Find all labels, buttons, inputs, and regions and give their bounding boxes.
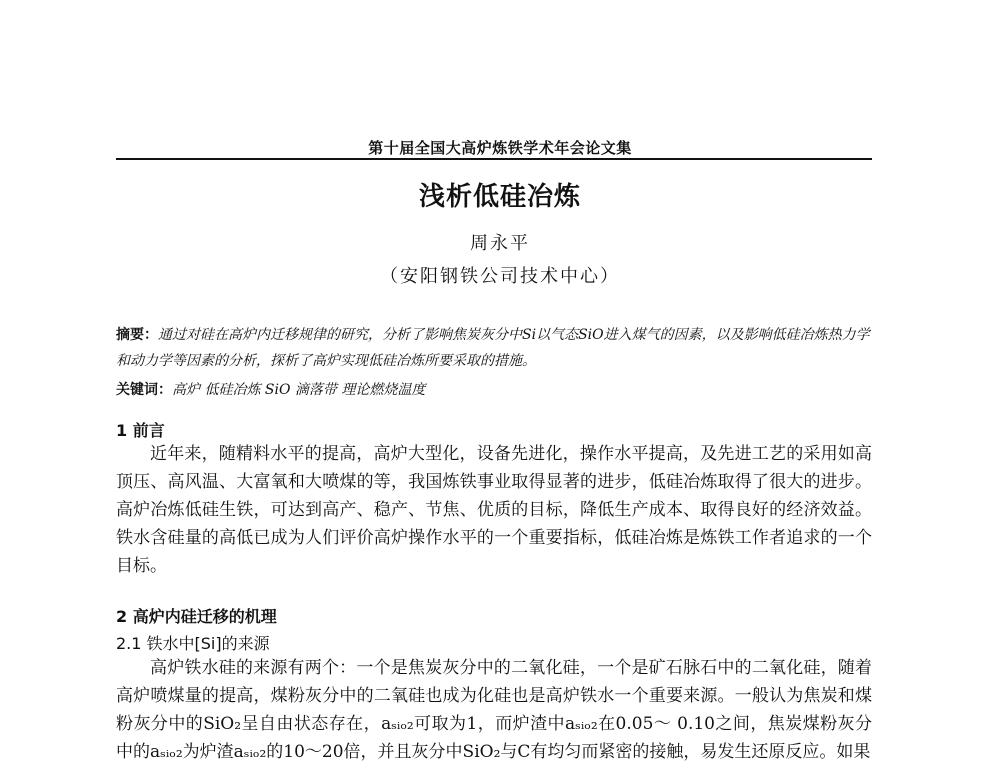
keywords [116,377,872,403]
si-source-paragraph: 高炉铁水硅的来源有两个：一个是焦炭灰分中的二氧化硅，一个是矿石脉石中的二氧化硅，随着高炉喷煤量的提高，煤粉灰分中的二氧硅也成为化硅也是高炉铁水一个重要来源。一般认为焦炭和煤粉灰分中的SiO₂呈自由状态存在，aₛᵢₒ₂可取为1，而炉渣中aₛᵢₒ₂在0.05～ 0.10之间，焦炭煤粉灰分中的aₛᵢₒ₂为炉渣aₛᵢₒ₂的10～20倍，并且灰分中SiO₂与C有均匀而紧密的接触，易发生还原反应。如果 [116,658,872,762]
author-name: 周永平 [470,233,530,254]
paper-title: 浅析低硅冶炼 [418,182,581,212]
section-heading-introduction: 1 前言 [116,421,165,440]
keywords-label: 关键词： [116,382,172,398]
author-affiliation: （安阳钢铁公司技术中心） [380,266,620,287]
abstract [116,322,872,374]
abstract-text: 通过对硅在高炉内迁移规律的研究，分析了影响焦炭灰分中Si以气态SiO进入煤气的因素，以及影响低硅冶炼热力学和动力学等因素的分析，探析了高炉实现低硅冶炼所要采取的措施。 [116,327,870,369]
section-heading-mechanism: 2 高炉内硅迁移的机理 [116,607,277,626]
header-rule [116,158,872,160]
running-header: 第十届全国大高炉炼铁学术年会论文集 [368,139,632,157]
subsection-heading-si-source: 2.1 铁水中[Si]的来源 [116,634,270,653]
abstract-label: 摘要： [116,327,158,343]
introduction-paragraph: 近年来，随精料水平的提高，高炉大型化，设备先进化，操作水平提高，及先进工艺的采用如高顶压、高风温、大富氧和大喷煤的等，我国炼铁事业取得显著的进步，低硅冶炼取得了很大的进步。高炉冶炼低硅生铁，可达到高产、稳产、节焦、优质的目标，降低生产成本、取得良好的经济效益。铁水含硅量的高低已成为人们评价高炉操作水平的一个重要指标，低硅冶炼是炼铁工作者追求的一个目标。 [116,444,872,576]
keywords-text: 高炉 低硅冶炼 SiO 滴落带 理论燃烧温度 [172,382,426,398]
